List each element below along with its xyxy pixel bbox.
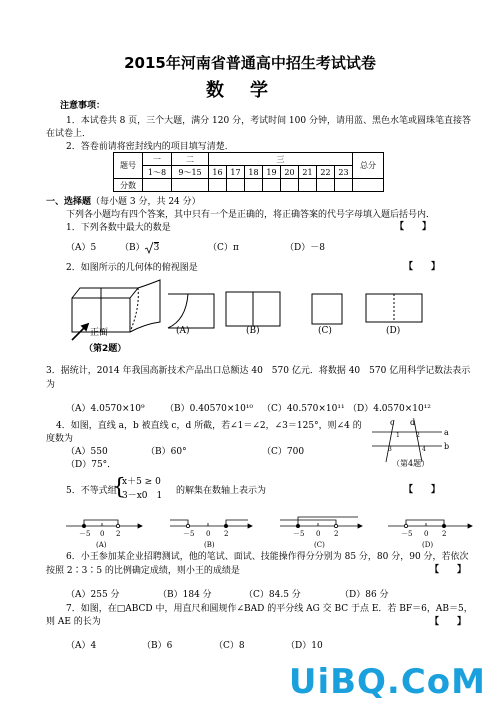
q7-answer-bracket: 【 】 <box>430 617 467 627</box>
q4-label-b: b <box>444 442 450 451</box>
q4-option-b: （B）60° <box>146 447 187 457</box>
q5-brace: { <box>112 475 126 500</box>
q5-d-tick: 0 <box>424 530 429 538</box>
q7-option-c: （C）8 <box>214 641 245 651</box>
q5-option-b-label: (B) <box>204 541 215 549</box>
exam-title: 2015年河南省普通高中招生考试试卷 <box>124 54 376 72</box>
q2-option-a-label: (A) <box>176 326 190 336</box>
q5-b-tick: －5 <box>183 530 195 538</box>
q5-d-tick: －5 <box>401 530 413 538</box>
q4-line-2: 度数为 <box>46 434 74 444</box>
score-table <box>113 152 384 192</box>
q6-option-a: （A）255 分 <box>66 590 120 600</box>
q4-angle-1: 1 <box>396 432 400 439</box>
score-table-group-3: 三 <box>209 153 353 166</box>
q3-option-c: （C）40.570×10¹¹ <box>262 404 345 414</box>
q1-option-a: （A）5 <box>66 243 97 253</box>
q6-option-b: （B）184 分 <box>158 590 212 600</box>
q5-c-tick: 0 <box>316 530 321 538</box>
section-1-header <box>46 197 201 208</box>
notes-item-2: 2．答卷前请将密封线内的项目填写清楚． <box>66 142 234 152</box>
q4-label-c: c <box>390 418 395 427</box>
q2-caption: （第2题） <box>84 344 127 354</box>
q3-option-b: （B）0.40570×10¹⁰ <box>165 404 254 414</box>
score-table-col: 19 <box>263 166 281 179</box>
q4-option-c: （C）700 <box>262 447 305 457</box>
q2-option-c-figure <box>312 294 342 324</box>
q4-angle-3: 3 <box>388 446 392 453</box>
q5-c-tick: －5 <box>293 530 305 538</box>
score-table-col: 17 <box>227 166 245 179</box>
q5-stem-post: 的解集在数轴上表示为 <box>176 486 267 496</box>
q4-caption: （第4题） <box>392 459 430 468</box>
q2-option-c-label: (C) <box>318 326 332 336</box>
q2-option-b-label: (B) <box>246 326 260 336</box>
q4-option-a: （A）550 <box>66 447 108 457</box>
q7-option-b: （B）6 <box>142 641 173 651</box>
q5-option-c-label: (C) <box>314 541 325 549</box>
notes-item-1-line-1: 1．本试卷共 8 页，三个大题，满分 120 分，考试时间 100 分钟，请用蓝、黑色水笔或圆珠笔直接答 <box>66 116 471 126</box>
q1-stem: 1．下列各数中最大的数是 <box>66 223 171 233</box>
q5-d-tick: 2 <box>442 530 447 538</box>
score-table-total: 总分 <box>353 153 384 179</box>
q2-figure <box>0 278 500 358</box>
q4-label-a: a <box>444 428 449 437</box>
q3-option-d: （D）4.0570×10¹² <box>348 404 431 414</box>
q5-inequality-2: 3－x0 1 <box>122 491 163 501</box>
q3-option-a: （A）4.0570×10⁹ <box>66 404 145 414</box>
q2-option-b-figure <box>226 292 280 326</box>
q2-option-d-figure <box>366 294 422 322</box>
q5-stem-pre: 5．不等式组 <box>66 486 117 496</box>
section-1-heading-note: （每小题 3 分，共 24 分） <box>91 197 201 207</box>
q6-line-1: 6．小王参加某企业招聘测试，他的笔试、面试、技能操作得分分别为 85 分，80 分，90 分，若依次 <box>66 552 469 562</box>
q4-angle-4: 4 <box>422 446 426 453</box>
score-table-col: 18 <box>245 166 263 179</box>
notes-item-1-line-2: 在试卷上． <box>46 129 92 139</box>
q5-option-a-label: (A) <box>96 541 107 549</box>
q5-a-tick: 0 <box>100 530 105 538</box>
score-table-group-1: 一 <box>143 153 172 166</box>
q6-option-c: （C）84.5 分 <box>244 590 301 600</box>
q5-b-tick: 0 <box>206 530 211 538</box>
q2-front-label: 正面 <box>90 328 109 338</box>
q2-answer-bracket: 【 】 <box>404 262 441 272</box>
score-table-col: 22 <box>317 166 335 179</box>
score-table-col: 21 <box>299 166 317 179</box>
score-table-row-label-2: 分数 <box>114 179 143 192</box>
q5-inequality-1: x＋5 ≥ 0 <box>122 477 161 487</box>
q5-option-d-label: (D) <box>422 541 434 549</box>
subject-title: 数学 <box>206 80 294 101</box>
score-table-col: 20 <box>281 166 299 179</box>
q7-line-2: 则 AE 的长为 <box>46 617 101 627</box>
q1-option-b: （B） 3 <box>120 243 160 253</box>
q3-line-2: 为 <box>46 380 56 390</box>
q1-answer-bracket: 【 】 <box>395 222 432 232</box>
q5-c-tick: 2 <box>334 530 339 538</box>
section-1-heading: 一、选择题 <box>46 197 92 207</box>
watermark-logo: UiBQ.CoM <box>288 662 486 702</box>
q2-option-a-figure <box>168 294 214 328</box>
q7-line-1: 7．如图，在□ABCD 中，用直尺和圆规作∠BAD 的平分线 AG 交 BC 于点 E．若 BF＝6，AB＝5， <box>66 604 473 614</box>
q7-option-a: （A）4 <box>66 641 97 651</box>
q4-angle-2: 2 <box>416 432 420 439</box>
q5-answer-bracket: 【 】 <box>404 485 441 495</box>
score-table-col: 16 <box>209 166 227 179</box>
score-table-col: 9～15 <box>172 166 209 179</box>
q4-option-d: （D）75°． <box>66 460 117 470</box>
q5-b-tick: 2 <box>224 530 229 538</box>
sqrt-sign-icon <box>145 242 154 254</box>
q5-a-tick: －5 <box>79 530 91 538</box>
q4-line-1: 4．如图，直线 a，b 被直线 c，d 所截，若∠1＝∠2，∠3＝125°，则∠4 的 <box>56 421 362 431</box>
q5-a-tick: 2 <box>116 530 121 538</box>
q6-option-d: （D）86 分 <box>340 590 389 600</box>
score-table-row-label: 题号 <box>114 153 143 179</box>
score-table-col: 1～8 <box>143 166 172 179</box>
score-table-group-2: 二 <box>172 153 209 166</box>
q5-number-lines <box>62 514 482 544</box>
q6-answer-bracket: 【 】 <box>430 565 467 575</box>
q2-option-d-label: (D) <box>386 326 401 336</box>
q1-option-d: （D）－8 <box>285 243 325 253</box>
notes-heading: 注意事项： <box>60 101 106 111</box>
q7-option-d: （D）10 <box>286 641 323 651</box>
q2-stem: 2．如图所示的几何体的俯视图是 <box>66 263 198 273</box>
q4-label-d: d <box>410 418 416 427</box>
q1-option-c: （C）π <box>208 243 239 253</box>
q3-line-1: 3．据统计，2014 年我国高新技术产品出口总额达 40 570 亿元．将数据 40 570 亿用科学记数法表示 <box>46 366 471 376</box>
section-1-instruction: 下列各小题均有四个答案，其中只有一个是正确的，将正确答案的代号字母填入题后括号内． <box>66 210 436 220</box>
score-table-col: 23 <box>335 166 353 179</box>
q6-line-2: 按照 2∶3∶5 的比例确定成绩，则小王的成绩是 <box>46 566 240 576</box>
